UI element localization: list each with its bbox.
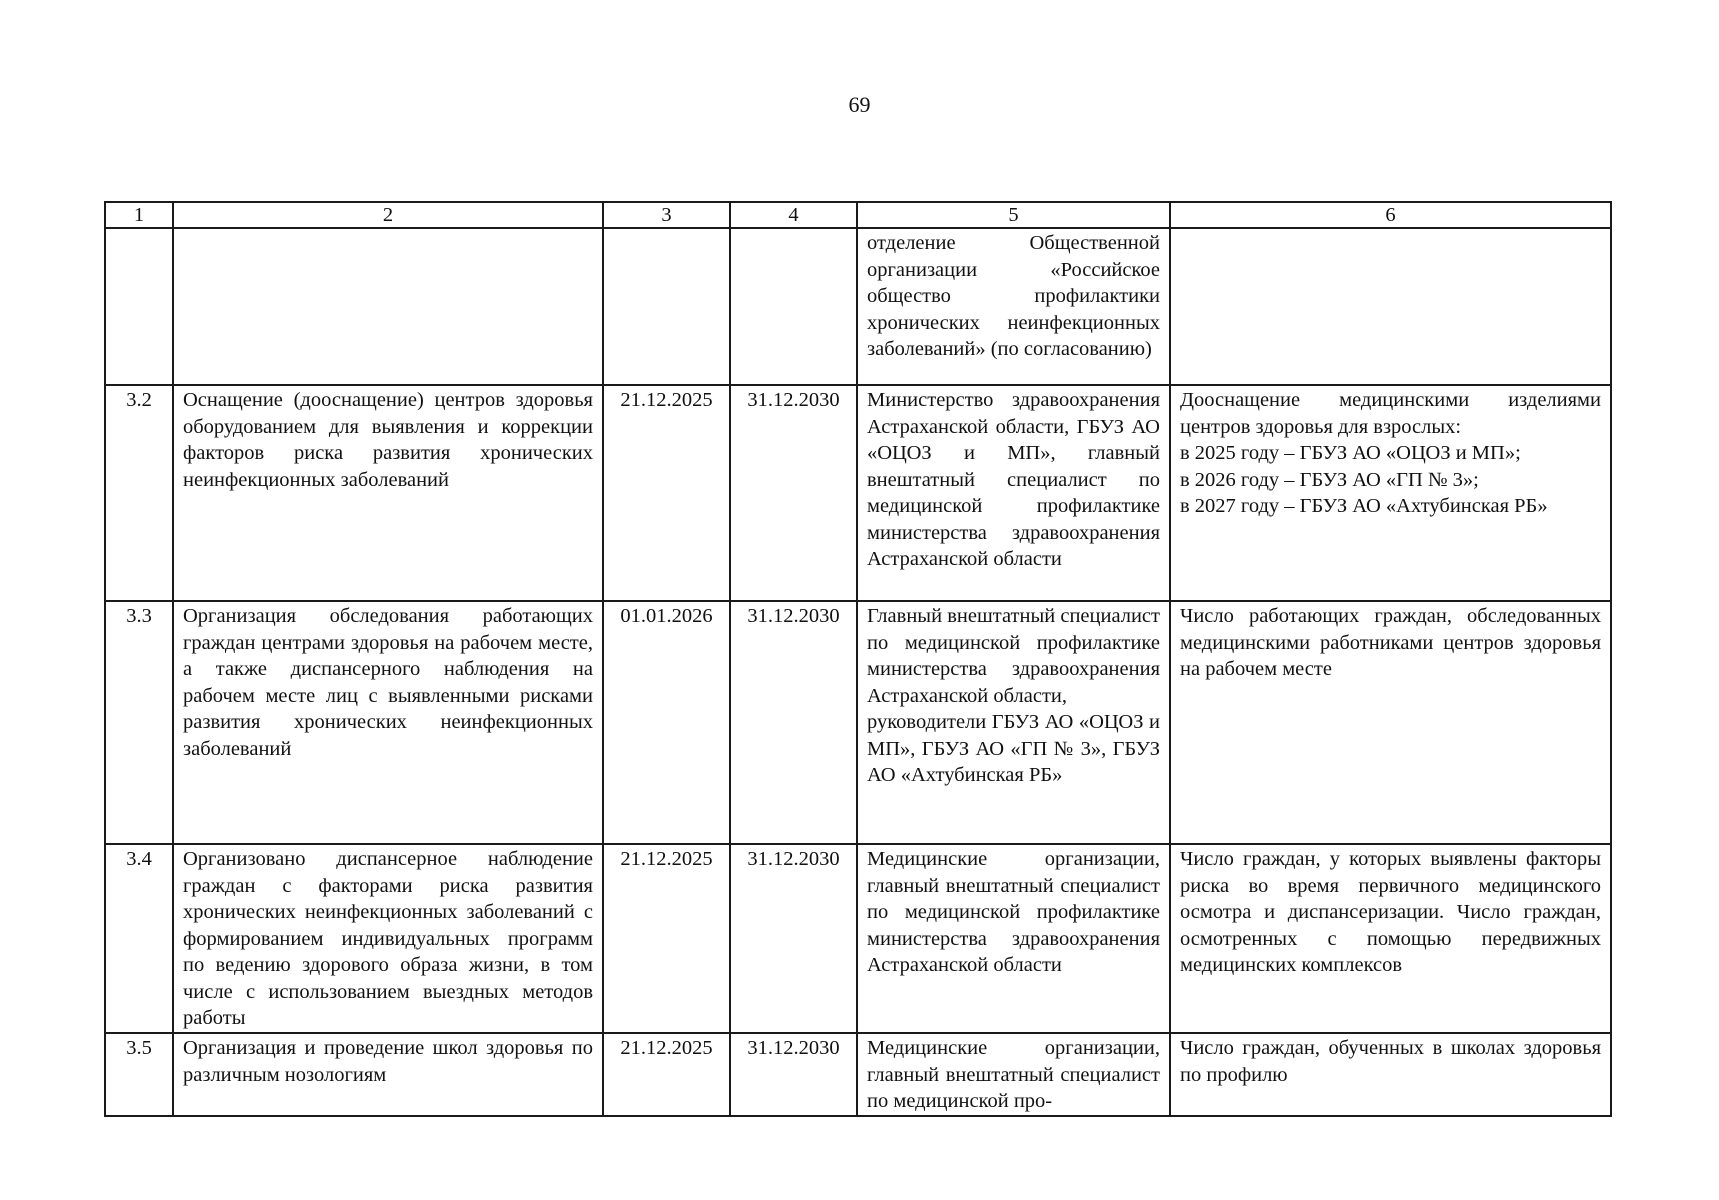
- end-date-cell: 31.12.2030: [730, 1033, 857, 1116]
- table-row: [105, 844, 1611, 1033]
- responsible-cell: Главный внештатный специалист по медицинской профилактике министерства здравоохранения Астраханской области, руководители ГБУЗ АО «ОЦОЗ и МП», ГБУЗ АО «ГП № 3», ГБУЗ АО «Ахтубинская РБ»: [857, 601, 1170, 844]
- result-cell: Число работающих граждан, обследованных медицинскими работниками центров здоровья на рабочем месте: [1170, 601, 1611, 844]
- activity-cell: Организовано диспансерное наблюдение граждан с факторами риска развития хронических неинфекционных заболеваний с формированием индивидуальных программ по ведению здорового образа жизни, в том числе с использованием выездных методов работы: [173, 844, 603, 1033]
- start-date-cell: 01.01.2026: [603, 601, 730, 844]
- table-header-row: [105, 202, 1611, 228]
- end-date-cell: 31.12.2030: [730, 844, 857, 1033]
- responsible-cell: Министерство здравоохранения Астраханской области, ГБУЗ АО «ОЦОЗ и МП», главный внештатный специалист по медицинской профилактике министерства здравоохранения Астраханской области: [857, 385, 1170, 601]
- responsible-cell: Медицинские организации, главный внештатный специалист по медицинской про-: [857, 1033, 1170, 1116]
- activity-cell: [173, 228, 603, 385]
- result-cell: Число граждан, у которых выявлены факторы риска во время первичного медицинского осмотра и диспансеризации. Число граждан, осмотренных с помощью передвижных медицинских комплексов: [1170, 844, 1611, 1033]
- activity-cell: Организация и проведение школ здоровья по различным нозологиям: [173, 1033, 603, 1116]
- result-cell: [1170, 228, 1611, 385]
- row-number: 3.2: [105, 385, 173, 601]
- start-date-cell: 21.12.2025: [603, 385, 730, 601]
- result-cell: Дооснащение медицинскими изделиями центров здоровья для взрослых: в 2025 году – ГБУЗ АО «ОЦОЗ и МП»; в 2026 году – ГБУЗ АО «ГП № 3»; в 2027 году – ГБУЗ АО «Ахтубинская РБ»: [1170, 385, 1611, 601]
- responsible-cell: Медицинские организации, главный внештатный специалист по медицинской профилактике министерства здравоохранения Астраханской области: [857, 844, 1170, 1033]
- row-number: 3.3: [105, 601, 173, 844]
- end-date-cell: [730, 228, 857, 385]
- column-header: 4: [730, 202, 857, 228]
- activity-cell: Оснащение (дооснащение) центров здоровья оборудованием для выявления и коррекции факторов риска развития хронических неинфекционных заболеваний: [173, 385, 603, 601]
- table-row: [105, 601, 1611, 844]
- column-header: 2: [173, 202, 603, 228]
- column-header: 5: [857, 202, 1170, 228]
- measures-table: [104, 201, 1612, 1117]
- column-header: 3: [603, 202, 730, 228]
- end-date-cell: 31.12.2030: [730, 601, 857, 844]
- table-row: [105, 385, 1611, 601]
- end-date-cell: 31.12.2030: [730, 385, 857, 601]
- column-header: 1: [105, 202, 173, 228]
- result-cell: Число граждан, обученных в школах здоровья по профилю: [1170, 1033, 1611, 1116]
- row-number: [105, 228, 173, 385]
- activity-cell: Организация обследования работающих граждан центрами здоровья на рабочем месте, а также диспансерного наблюдения на рабочем месте лиц с выявленными рисками развития хронических неинфекционных заболеваний: [173, 601, 603, 844]
- start-date-cell: 21.12.2025: [603, 1033, 730, 1116]
- column-header: 6: [1170, 202, 1611, 228]
- table-row: [105, 1033, 1611, 1116]
- table-row: [105, 228, 1611, 385]
- responsible-cell: отделение Общественной организации «Российское общество профилактики хронических неинфекционных заболеваний» (по согласованию): [857, 228, 1170, 385]
- row-number: 3.5: [105, 1033, 173, 1116]
- row-number: 3.4: [105, 844, 173, 1033]
- start-date-cell: 21.12.2025: [603, 844, 730, 1033]
- page-number: 69: [848, 92, 871, 117]
- start-date-cell: [603, 228, 730, 385]
